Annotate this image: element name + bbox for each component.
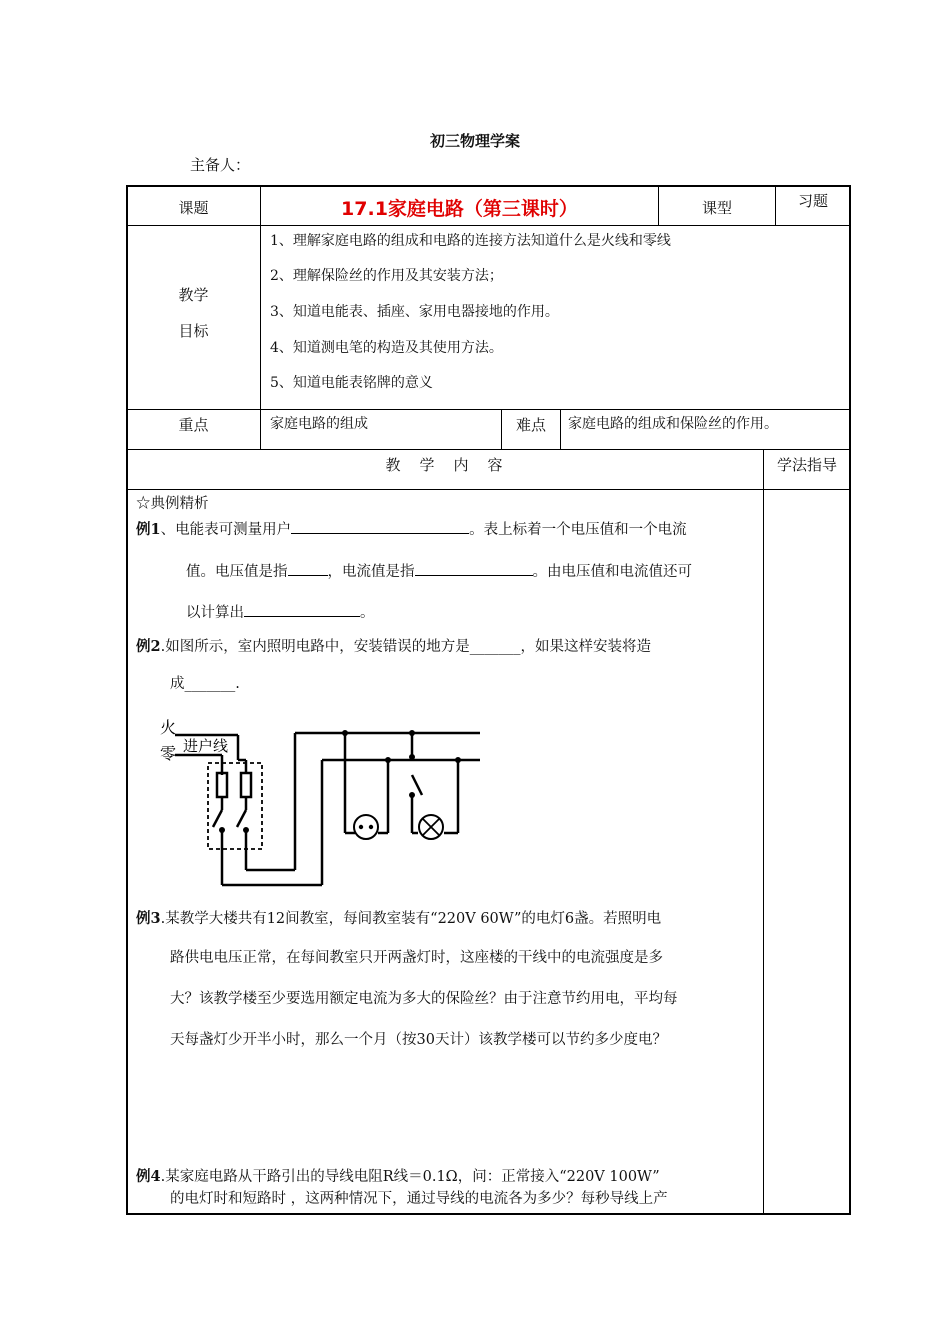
example-2-line-1: 例2.如图所示，室内照明电路中，安装错误的地方是_______，如果这样安装将造 bbox=[136, 638, 651, 655]
example-1-line-3: 以计算出 。 bbox=[186, 602, 375, 623]
row-divider bbox=[127, 449, 850, 450]
example-3-line-3: 大？该教学楼至少要选用额定电流为多大的保险丝？由于注意节约用电，平均每 bbox=[170, 991, 678, 1007]
type-label: 课型 bbox=[701, 199, 732, 217]
goal-item: 2、理解保险丝的作用及其安装方法； bbox=[270, 268, 503, 284]
example-3-line-4: 天每盏灯少开半小时，那么一个月（按30天计）该教学楼可以节约多少度电？ bbox=[170, 1032, 667, 1048]
example-1-line-2: 值。电压值是指 ，电流值是指 。由电压值和电流值还可 bbox=[186, 561, 692, 582]
example-3-line-1: 例3.某教学大楼共有12间教室，每间教室装有“220V 60W”的电灯6盏。若照明电 bbox=[136, 910, 662, 927]
row-divider bbox=[127, 489, 850, 490]
fire-wire-label: 火 bbox=[160, 718, 177, 737]
col-divider bbox=[260, 186, 261, 449]
type-value: 习题 bbox=[797, 192, 828, 210]
goal-item: 4、知道测电笔的构造及其使用方法。 bbox=[270, 340, 503, 356]
topic-label: 课题 bbox=[178, 199, 209, 217]
goal-item: 3、知道电能表、插座、家用电器接地的作用。 bbox=[270, 304, 559, 320]
preparer-label: 主备人： bbox=[190, 156, 251, 174]
service-entrance-label: 进户线 bbox=[183, 737, 229, 755]
hard-label: 难点 bbox=[515, 416, 546, 434]
goals-label-2: 目标 bbox=[178, 322, 209, 340]
example-2-line-2: 成_______. bbox=[170, 676, 240, 692]
lamp-icon bbox=[419, 815, 443, 839]
document-title: 初三物理学案 bbox=[429, 132, 520, 150]
goal-item: 1、理解家庭电路的组成和电路的连接方法知道什么是火线和零线 bbox=[270, 233, 671, 249]
example-2-tag: 例2 bbox=[136, 638, 161, 655]
col-divider bbox=[763, 449, 764, 1214]
col-divider bbox=[560, 409, 561, 449]
content-title: 教 学 内 容 bbox=[385, 456, 505, 474]
key-value: 家庭电路的组成 bbox=[270, 416, 368, 432]
example-4-tag: 例4 bbox=[136, 1168, 161, 1185]
goal-item: 5、知道电能表铭牌的意义 bbox=[270, 375, 433, 391]
example-3-line-2: 路供电电压正常，在每间教室只开两盏灯时，这座楼的干线中的电流强度是多 bbox=[170, 950, 663, 966]
zero-wire-label: 零 bbox=[160, 744, 177, 763]
topic-title: 17.1家庭电路（第三课时） bbox=[341, 198, 578, 220]
row-divider bbox=[127, 225, 850, 226]
example-4-line-2: 的电灯时和短路时 ，这两种情况下，通过导线的电流各为多少？每秒导线上产 bbox=[170, 1191, 668, 1207]
row-divider bbox=[127, 409, 850, 410]
circuit-diagram bbox=[150, 715, 495, 890]
example-1-tag: 例1 bbox=[136, 521, 161, 538]
example-1-line-1: 例1、电能表可测量用户 。表上标着一个电压值和一个电流 bbox=[136, 521, 687, 538]
key-label: 重点 bbox=[178, 416, 209, 434]
example-4-line-1: 例4.某家庭电路从干路引出的导线电阻R线＝0.1Ω，问：正常接入“220V 100W” bbox=[136, 1168, 660, 1185]
example-3-tag: 例3 bbox=[136, 910, 161, 927]
answer-blank[interactable] bbox=[291, 519, 469, 534]
goals-label-1: 教学 bbox=[178, 286, 209, 304]
socket-icon bbox=[354, 815, 378, 839]
answer-blank[interactable] bbox=[288, 561, 328, 576]
answer-blank[interactable] bbox=[415, 561, 533, 576]
hard-value: 家庭电路的组成和保险丝的作用。 bbox=[568, 416, 778, 432]
section-title: ☆典例精析 bbox=[136, 496, 209, 512]
answer-blank[interactable] bbox=[244, 602, 360, 617]
study-guide-label: 学法指导 bbox=[776, 456, 837, 474]
